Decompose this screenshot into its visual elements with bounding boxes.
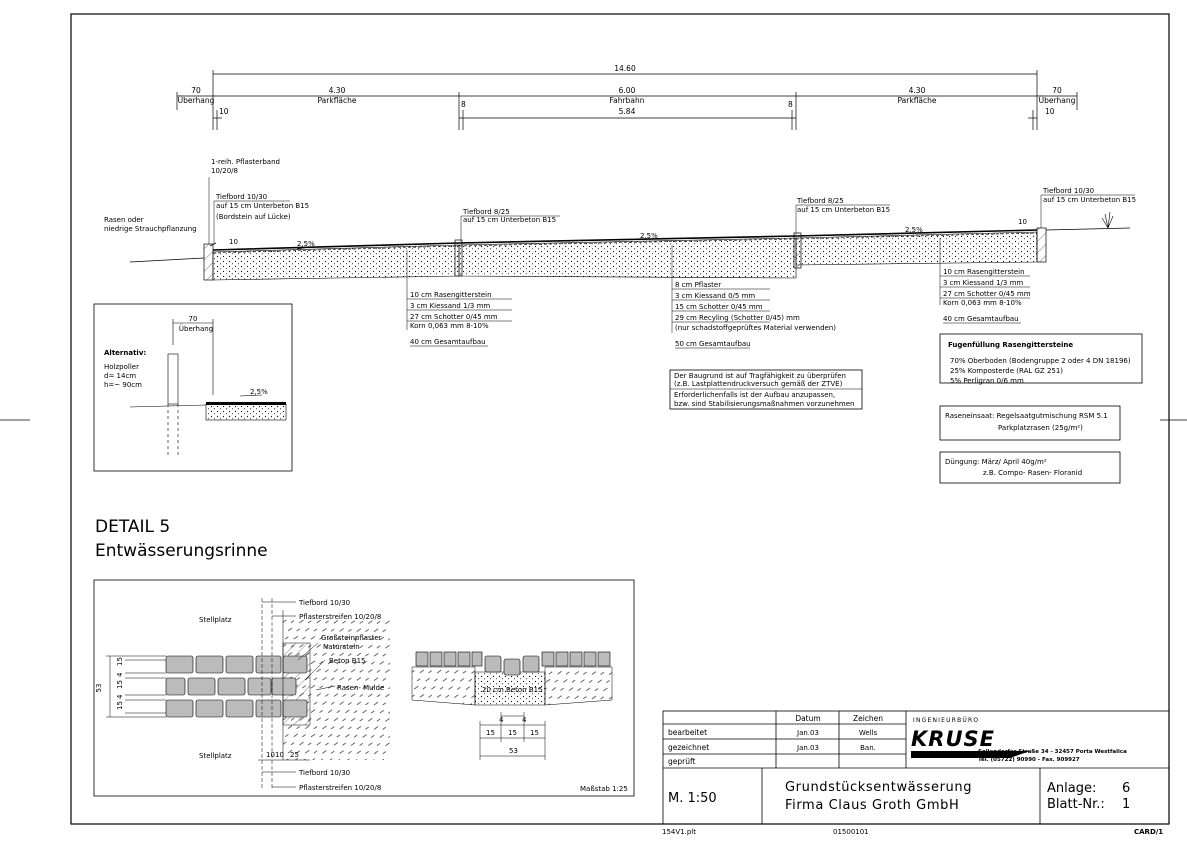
footer-code: 01500101 xyxy=(833,828,869,836)
pflasterband-1: 1-reih. Pflasterband xyxy=(211,158,280,166)
duengung-note xyxy=(940,452,1120,483)
rinne-section xyxy=(412,652,612,760)
baugrund-3: Erforderlichenfalls ist der Aufbau anzupassen, xyxy=(674,391,836,399)
dim-eight-left: 8 xyxy=(461,100,466,109)
mid-layer-3: 15 cm Schotter 0/45 mm xyxy=(675,303,763,311)
alt-line-2: d= 14cm xyxy=(104,372,137,380)
pflasterstreifen-bottom: Pflasterstreifen 10/20/8 xyxy=(299,784,382,792)
left-layer-1: 10 cm Rasengitterstein xyxy=(410,291,492,299)
left-layer-2: 3 cm Kiessand 1/3 mm xyxy=(410,302,491,310)
detail-title: DETAIL 5 xyxy=(95,517,171,537)
tb-row1-date: Jan.03 xyxy=(797,729,819,737)
fugen-2: 25% Komposterde (RAL GZ 251) xyxy=(950,367,1064,375)
tiefbord-right-2: auf 15 cm Unterbeton B15 xyxy=(1043,196,1137,204)
mid-layer-2: 3 cm Kiessand 0/5 mm xyxy=(675,292,756,300)
sec-dim-1: 15 xyxy=(486,729,495,737)
tb-row2-label: gezeichnet xyxy=(668,743,710,752)
dim-eight-right: 8 xyxy=(788,100,793,109)
tb-row1-label: bearbeitet xyxy=(668,728,708,737)
tb-tel: Tel. (05722) 90990 - Fax. 909927 xyxy=(978,757,1080,763)
left-dim-1: 15 xyxy=(116,657,124,666)
tb-project-1: Grundstücksentwässerung xyxy=(785,780,973,795)
duengung-2: z.B. Compo- Rasen- Floranid xyxy=(983,469,1083,477)
tb-datum: Datum xyxy=(795,714,821,723)
right-layer-1: 10 cm Rasengitterstein xyxy=(943,268,1025,276)
fugen-title: Fugenfüllung Rasengittersteine xyxy=(948,341,1074,349)
tb-blatt-label: Blatt-Nr.: xyxy=(1047,797,1105,812)
sec-dim-3: 15 xyxy=(530,729,539,737)
slope-right: 2,5% xyxy=(905,226,923,234)
baugrund-2: (z.B. Lastplattendruckversuch gemäß der ZTVE) xyxy=(674,380,843,388)
dim-left-park-label: Parkfläche xyxy=(317,96,357,105)
pflasterband-2: 10/20/8 xyxy=(211,167,238,175)
dim-road: 6.00 xyxy=(618,86,636,95)
tb-zeichen: Zeichen xyxy=(852,714,884,723)
dim-left-park: 4.30 xyxy=(328,86,346,95)
beton-label: Beton B15 xyxy=(329,657,366,665)
sec-top-2: 4 xyxy=(522,716,527,724)
fugen-3: 5% Perligran 0/6 mm xyxy=(950,377,1024,385)
slope-left: 2,5% xyxy=(297,240,315,248)
right-total: 40 cm Gesamtaufbau xyxy=(943,315,1019,323)
tb-row2-sign: Ban. xyxy=(860,744,876,752)
dim-right-park: 4.30 xyxy=(908,86,926,95)
tb-row2-date: Jan.03 xyxy=(797,744,819,752)
tb-logo: KRUSE xyxy=(911,727,995,751)
sec-dim-2: 15 xyxy=(508,729,517,737)
baugrund-1: Der Baugrund ist auf Tragfähigkeit zu überprüfen xyxy=(674,372,846,380)
mulde-label: Rasen- Mulde xyxy=(337,684,385,692)
duengung-1: Düngung: März/ April 40g/m² xyxy=(945,458,1047,466)
tiefbord-right-1: Tiefbord 10/30 xyxy=(1043,187,1095,195)
sec-dim-53: 53 xyxy=(509,747,518,755)
tb-address: Sellendorfer Straße 34 - 32457 Porta Westfalica xyxy=(978,749,1127,755)
dim-right-overhang: 70 xyxy=(1052,86,1062,95)
beton20-label: 20 cm Beton B15 xyxy=(482,686,543,694)
mid-layer-5: (nur schadstoffgeprüftes Material verwenden) xyxy=(675,324,837,332)
dim-road-label: Fahrbahn xyxy=(609,96,645,105)
alt-overhang-label: Überhang xyxy=(178,325,214,333)
sec-top-1: 4 xyxy=(499,716,504,724)
left-dim-5: 15 xyxy=(116,701,124,710)
pflasterstreifen-top: Pflasterstreifen 10/20/8 xyxy=(299,613,382,621)
right-layer-3: 27 cm Schotter 0/45 mm xyxy=(943,290,1031,298)
tiefbord-825-right-2: auf 15 cm Unterbeton B15 xyxy=(797,206,891,214)
ten-mark-right: 10 xyxy=(1018,218,1027,226)
bottom-dim-1: 10 xyxy=(266,751,275,759)
left-dim-4: 4 xyxy=(116,694,124,699)
left-dim-2: 4 xyxy=(116,672,124,677)
baugrund-4: bzw. sind Stabilisierungsmaßnahmen vorzunehmen xyxy=(674,400,855,408)
ten-mark-left: 10 xyxy=(229,238,238,246)
dim-right-park-label: Parkfläche xyxy=(897,96,937,105)
mid-total: 50 cm Gesamtaufbau xyxy=(675,340,751,348)
massstab: Maßstab 1:25 xyxy=(580,785,628,793)
alt-slope: 2,5% xyxy=(250,388,268,396)
tiefbord-825-left-1: Tiefbord 8/25 xyxy=(463,208,510,216)
stellplatz-top: Stellplatz xyxy=(199,616,232,624)
tiefbord-left-3: (Bordstein auf Lücke) xyxy=(216,213,291,221)
rasen-note-1: Raseneinsaat: Regelsaatgutmischung RSM 5.1 xyxy=(945,412,1108,420)
fugen-1: 70% Oberboden (Bodengruppe 2 oder 4 DN 18196) xyxy=(950,357,1131,365)
left-layer-3: 27 cm Schotter 0/45 mm xyxy=(410,313,498,321)
footer-brand: CARD/1 xyxy=(1134,828,1164,836)
slope-mid: 2,5% xyxy=(640,232,658,240)
naturstein: Naturstein xyxy=(323,643,360,651)
tiefbord-left-2: auf 15 cm Unterbeton B15 xyxy=(216,202,310,210)
tiefbord-top: Tiefbord 10/30 xyxy=(299,599,351,607)
dim-road-inner: 5.84 xyxy=(618,107,636,116)
rasen-1: Rasen oder xyxy=(104,216,144,224)
rasen-2: niedrige Strauchpflanzung xyxy=(104,225,197,233)
footer-file: 154V1.plt xyxy=(662,828,696,836)
rasen-note-2: Parkplatzrasen (25g/m²) xyxy=(998,424,1083,432)
tb-blatt: 1 xyxy=(1122,797,1131,812)
tb-row1-sign: Wells xyxy=(858,729,878,737)
bottom-dim-2: 10 xyxy=(275,751,284,759)
mid-layer-1: 8 cm Pflaster xyxy=(675,281,722,289)
right-layer-2: 3 cm Kiessand 1/3 mm xyxy=(943,279,1024,287)
dim-ten-left: 10 xyxy=(219,107,229,116)
tiefbord-825-left-2: auf 15 cm Unterbeton B15 xyxy=(463,216,557,224)
dim-53-left: 53 xyxy=(95,683,103,693)
dim-right-overhang-label: Überhang xyxy=(1038,96,1076,105)
tb-project-2: Firma Claus Groth GmbH xyxy=(785,798,960,813)
tiefbord-825-right-1: Tiefbord 8/25 xyxy=(797,197,844,205)
detail-subtitle: Entwässerungsrinne xyxy=(95,541,268,561)
grossstein: Großsteinpflaster xyxy=(321,634,382,642)
tb-anlage: 6 xyxy=(1122,781,1131,796)
tb-buero: INGENIEURBÜRO xyxy=(913,717,980,724)
paving-stones xyxy=(166,656,307,717)
alt-overhang: 70 xyxy=(188,315,198,323)
dim-left-overhang-label: Überhang xyxy=(177,96,215,105)
tiefbord-left-1: Tiefbord 10/30 xyxy=(216,193,268,201)
alt-line-3: h=~ 90cm xyxy=(104,381,142,389)
mid-layer-4: 29 cm Recyling (Schotter 0/45) mm xyxy=(675,314,800,322)
left-dim-3: 15 xyxy=(116,680,124,689)
tb-anlage-label: Anlage: xyxy=(1047,781,1097,796)
left-total: 40 cm Gesamtaufbau xyxy=(410,338,486,346)
tb-row3-label: geprüft xyxy=(668,757,696,766)
alt-line-1: Holzpoller xyxy=(104,363,139,371)
alt-title: Alternativ: xyxy=(104,349,147,357)
tiefbord-bottom: Tiefbord 10/30 xyxy=(299,769,351,777)
dim-left-overhang: 70 xyxy=(191,86,201,95)
bottom-dim-3: 25 xyxy=(290,751,299,759)
dim-ten-right: 10 xyxy=(1045,107,1055,116)
left-layer-4: Korn 0,063 mm 8-10% xyxy=(410,322,489,330)
right-layer-4: Korn 0,063 mm 8-10% xyxy=(943,299,1022,307)
tb-scale: M. 1:50 xyxy=(668,791,717,806)
dim-total: 14.60 xyxy=(614,64,636,73)
stellplatz-bottom: Stellplatz xyxy=(199,752,232,760)
